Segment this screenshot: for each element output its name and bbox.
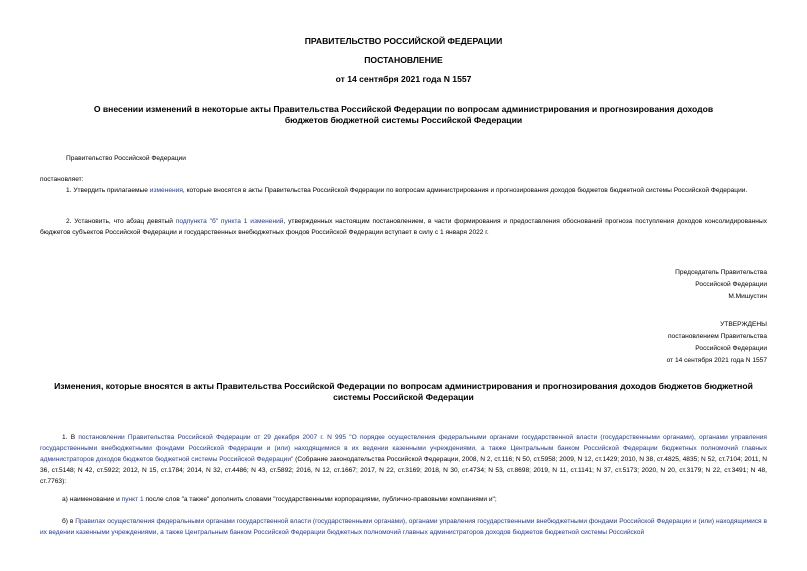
signature-position: Председатель Правительства [675, 269, 767, 276]
resolution-995-link[interactable]: постановлении Правительства Российской Федерации от 29 декабря 2007 г. N 995 "О порядке осуществления федеральными органами государственной власти (государственными органами), органами управления государственными внебюджетными фондами Российской Федерации и (или) находящимися в их ведении казенными учреждениями, а также Центральным банком Российской Федерации бюджетных полномочий главных администраторов доходов бюджетов бюджетной системы Российской Федерации" [40, 434, 767, 463]
change-b-start: б) в [62, 518, 76, 525]
paragraph-1-start: 1. Утвердить прилагаемые [66, 187, 150, 194]
approval-line-4: от 14 сентября 2021 года N 1557 [666, 357, 767, 364]
resolves-text: постановляет: [40, 176, 84, 183]
signature-country: Российской Федерации [695, 281, 767, 288]
government-heading: ПРАВИТЕЛЬСТВО РОССИЙСКОЙ ФЕДЕРАЦИИ [304, 36, 503, 46]
paragraph-1 [40, 185, 767, 196]
change-a-start: а) наименование и [62, 496, 122, 503]
point-1-link[interactable]: пункт 1 [121, 496, 144, 503]
document-title: О внесении изменений в некоторые акты Правительства Российской Федерации по вопросам администрирования и прогнозирования доходов бюджетов бюджетной системы Российской Федерации [93, 104, 714, 125]
changes-title: Изменения, которые вносятся в акты Правительства Российской Федерации по вопросам администрирования и прогнозирования доходов бюджетов бюджетной системы Российской Федерации [54, 381, 753, 402]
changes-link[interactable]: изменения [149, 187, 183, 194]
rules-link[interactable]: Правилах осуществления федеральными органами государственной власти (государственными органами), органами управления государственными внебюджетными фондами Российской Федерации и (или) находящимися в их ведении казенными учреждениями, а также Центральным банком Российской Федерации бюджетных полномочий главных администраторов доходов бюджетов бюджетной системы Российской [40, 518, 768, 536]
change-item-a [62, 494, 497, 505]
doc-type-heading: ПОСТАНОВЛЕНИЕ [364, 55, 443, 65]
paragraph-1-end: , которые вносятся в акты Правительства Российской Федерации по вопросам администрирования и прогнозирования доходов бюджетов бюджетной системы Российской Федерации. [182, 187, 748, 194]
change-1-end: (Собрание законодательства Российской Федерации, 2008, N 2, ст.116; N 50, ст.5958; 2009, N 12, ст.1429; 2010, N 38, ст.4825, 4835; N 52, ст.7104; 2011, N 36, ст.5148; N 42, ст.5922; 2012, N 15, ст.1784; 2014, N 32, ст.4486; N 43, ст.5892; 2016, N 12, ст.1667; 2017, N 22, ст.3169; 2018, N 30, ст.4734; N 53, ст.8698; 2019, N 11, ст.1141; N 37, ст.5173; 2020, N 20, ст.3179; N 22, ст.3491; N 48, ст.7763): [40, 456, 767, 485]
approval-line-2: постановлением Правительства [667, 333, 767, 340]
approval-line-1: УТВЕРЖДЕНЫ [720, 321, 767, 328]
subparagraph-link[interactable]: подпункта "б" пункта 1 изменений [175, 218, 284, 225]
change-item-1 [40, 432, 767, 487]
intro-text: Правительство Российской Федерации [66, 155, 186, 162]
date-number-heading: от 14 сентября 2021 года N 1557 [335, 74, 472, 84]
change-a-end: после слов "а также" дополнить словами "государственными корпорациями, публично-правовыми компаниями и"; [143, 496, 497, 503]
paragraph-2-end: , утвержденных настоящим постановлением, в части формирования и предоставления обоснований прогноза поступления доходов консолидированных бюджетов субъектов Российской Федерации и государственных внебюджетных фондов Российской Федерации вступает в силу с 1 января 2022 г. [40, 218, 767, 236]
approval-line-3: Российской Федерации [695, 345, 767, 352]
signature-block [507, 267, 767, 303]
paragraph-2-start: 2. Установить, что абзац девятый [66, 218, 176, 225]
approval-block [507, 319, 767, 367]
signature-name: М.Мишустин [728, 293, 767, 300]
paragraph-2 [40, 216, 767, 238]
change-1-start: 1. В [62, 434, 79, 441]
change-item-b [40, 516, 767, 538]
